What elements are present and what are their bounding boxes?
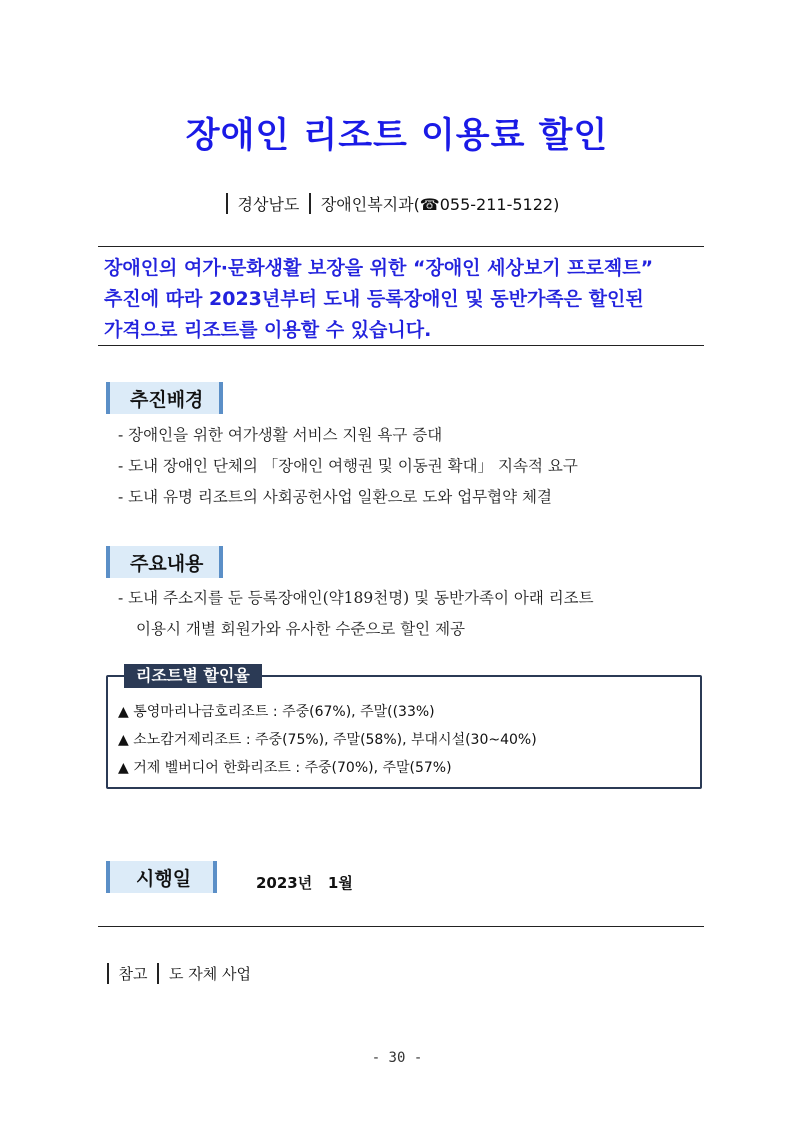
summary-line: 추진에 따라 2023년부터 도내 등록장애인 및 동반가족은 할인된 (104, 288, 644, 310)
reference-text: 도 자체 사업 (168, 965, 251, 983)
department-line (226, 192, 559, 215)
office-label: 장애인복지과(☎055-211-5122) (320, 195, 560, 214)
list-item: 이용시 개별 회원가와 유사한 수준으로 할인 제공 (136, 620, 466, 638)
divider (98, 926, 704, 927)
list-item: - 도내 장애인 단체의 「장애인 여행권 및 이동권 확대」 지속적 요구 (118, 457, 578, 475)
section-heading-effective: 시행일 (106, 861, 217, 893)
list-item: - 도내 유명 리조트의 사회공헌사업 일환으로 도와 업무협약 체결 (118, 488, 552, 506)
page-number: - 30 - (371, 1050, 423, 1066)
divider (226, 193, 228, 214)
discount-box-label: 리조트별 할인율 (124, 664, 262, 688)
background-list (118, 420, 578, 513)
list-item: - 도내 주소지를 둔 등록장애인(약189천명) 및 동반가족이 아래 리조트 (118, 589, 594, 607)
list-item: ▲ 거제 벨버디어 한화리조트 : 주중(70%), 주말(57%) (118, 760, 452, 776)
divider (157, 963, 159, 984)
summary-line: 장애인의 여가·문화생활 보장을 위한 “장애인 세상보기 프로젝트” (104, 257, 654, 279)
reference-line (107, 963, 251, 984)
effective-date: 2023년 1월 (256, 874, 353, 892)
list-item: ▲ 소노캄거제리조트 : 주중(75%), 주말(58%), 부대시설(30~40%) (118, 732, 537, 748)
summary-line: 가격으로 리조트를 이용할 수 있습니다. (104, 319, 432, 341)
province-label: 경상남도 (237, 195, 300, 214)
divider (107, 963, 109, 984)
divider (309, 193, 311, 214)
section-heading-content: 주요내용 (106, 546, 223, 578)
reference-label: 참고 (118, 965, 148, 983)
list-item: - 장애인을 위한 여가생활 서비스 지원 욕구 증대 (118, 426, 443, 444)
discount-list (118, 698, 537, 782)
list-item: ▲ 통영마리나금호리조트 : 주중(67%), 주말((33%) (118, 704, 435, 720)
content-list (118, 583, 594, 645)
summary-box (98, 246, 704, 346)
page-title: 장애인 리조트 이용료 할인 (185, 116, 609, 156)
section-heading-background: 추진배경 (106, 382, 223, 414)
